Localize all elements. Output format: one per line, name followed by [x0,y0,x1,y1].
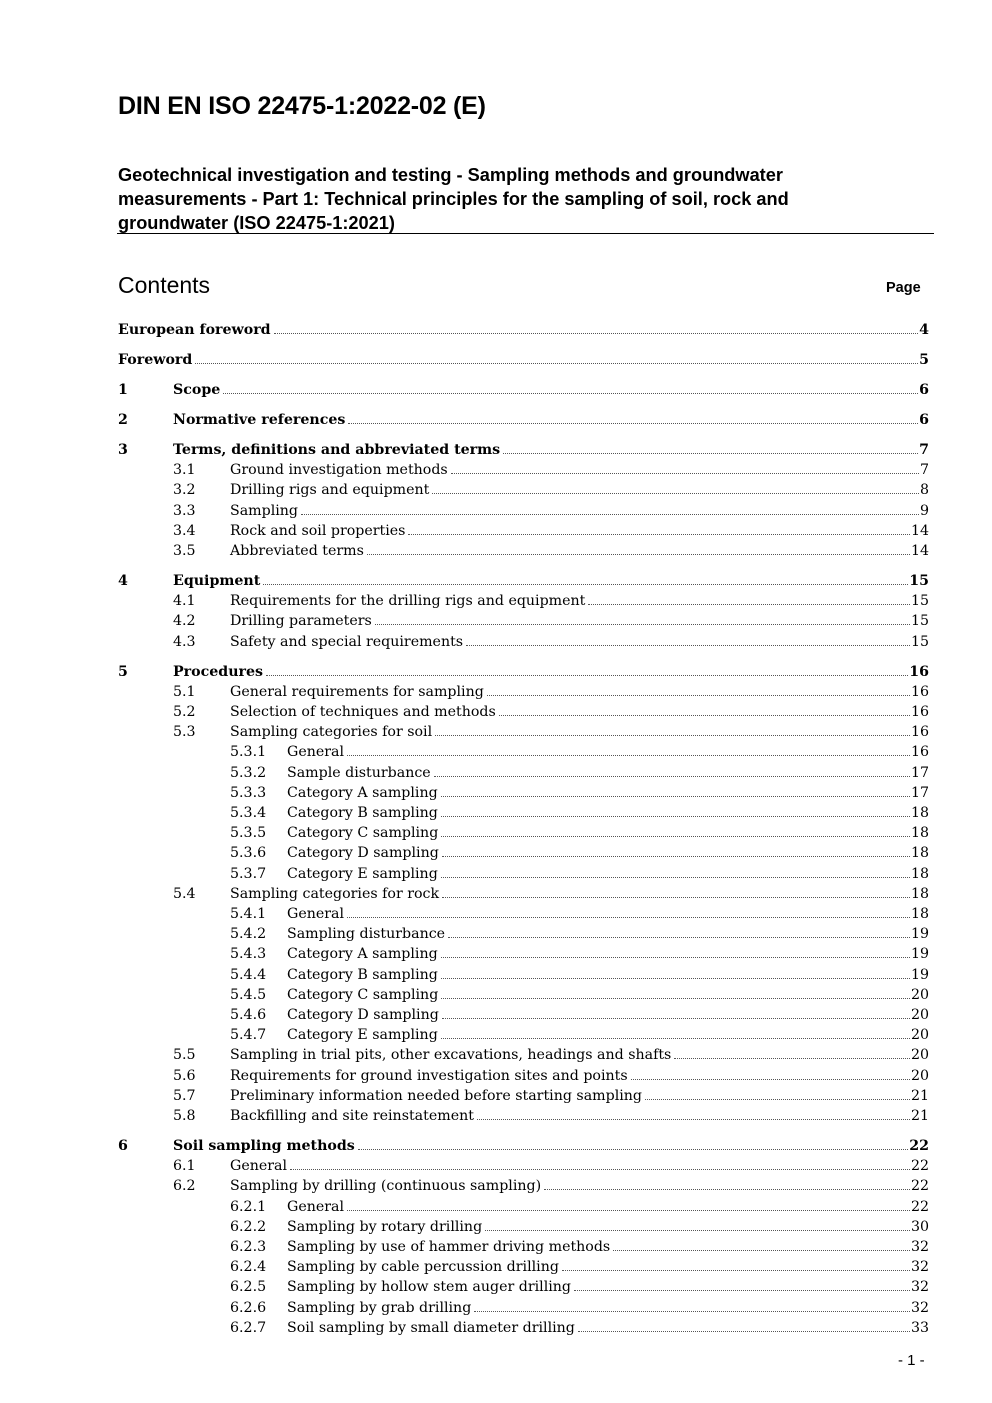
toc-dot-leader [441,956,910,958]
toc-entry-label: General requirements for sampling [230,683,484,700]
toc-entry-page: 22 [910,1178,929,1195]
toc-entry-page: 16 [910,704,929,720]
toc-dot-leader [477,1118,910,1120]
toc-dot-leader [442,1017,910,1019]
toc-entry-number: 3 [118,442,128,458]
toc-entry-page: 18 [910,865,929,882]
toc-entry-label: Sampling disturbance [287,926,446,943]
toc-dot-leader [466,644,910,646]
toc-entry-page: 4 [919,322,929,338]
toc-entry[interactable] [0,1176,992,1196]
toc-entry-number: 3.1 [173,462,196,479]
toc-entry-label: Soil sampling methods [173,1138,355,1154]
toc-entry[interactable] [0,1217,992,1237]
toc-entry[interactable] [0,1257,992,1277]
toc-entry-number: 2 [118,412,128,428]
toc-entry[interactable] [0,410,992,430]
toc-entry-page: 15 [910,593,929,610]
toc-entry-label: Sampling categories for rock [230,885,440,902]
toc-entry-number: 5.4.6 [230,1007,267,1023]
toc-entry-page: 18 [910,825,929,842]
toc-entry-label: Safety and special requirements [230,633,464,650]
toc-entry-label: Sampling by use of hammer driving methods [287,1239,611,1255]
toc-entry[interactable] [0,1005,992,1025]
toc-entry-label: Sampling by drilling (continuous sampling) [230,1178,542,1195]
toc-entry-number: 3.3 [173,502,196,519]
toc-entry-page: 20 [910,1047,929,1064]
toc-entry[interactable] [0,591,992,611]
toc-entry-label: Category A sampling [287,784,438,801]
toc-dot-leader [348,422,918,424]
toc-entry-label: Drilling rigs and equipment [230,482,430,499]
toc-entry-label: Category E sampling [287,865,438,882]
toc-entry-label: Sample disturbance [287,764,431,781]
toc-entry-page: 17 [910,764,929,781]
toc-dot-leader [441,1037,910,1039]
toc-entry-number: 5.7 [173,1087,196,1104]
toc-entry-label: Backfilling and site reinstatement [230,1108,474,1124]
toc-entry-page: 14 [910,543,929,559]
toc-entry-number: 5.4.1 [230,906,267,922]
toc-entry-number: 5.3.3 [230,784,267,801]
toc-entry-page: 22 [910,1158,929,1175]
toc-entry-page: 30 [910,1218,929,1235]
toc-entry-page: 32 [910,1299,929,1316]
toc-dot-leader [266,674,908,676]
toc-entry[interactable] [0,702,992,722]
toc-entry[interactable] [0,722,992,742]
toc-dot-leader [451,472,919,474]
toc-entry[interactable] [0,1318,992,1338]
contents-heading: Contents [118,272,211,298]
toc-entry-number: 1 [118,382,128,398]
toc-entry-number: 5.3.7 [230,865,267,882]
toc-dot-leader [435,734,910,736]
toc-dot-leader [263,583,908,585]
toc-entry-page: 6 [919,382,929,398]
toc-entry-page: 20 [910,1067,929,1084]
toc-dot-leader [358,1148,908,1150]
toc-entry-number: 6 [118,1138,128,1154]
toc-entry-page: 16 [910,724,929,741]
toc-dot-leader [613,1249,910,1251]
toc-entry[interactable] [0,350,992,370]
toc-dot-leader [674,1057,910,1059]
toc-entry-number: 5.4.7 [230,1027,267,1044]
toc-entry[interactable] [0,1066,992,1086]
toc-entry-number: 5.8 [173,1108,196,1124]
toc-dot-leader [544,1188,910,1190]
document-subtitle: Geotechnical investigation and testing - Sampling methods and groundwater measurements - Part 1: Technical principles for the sampling of soil, rock and groundwater (ISO 22475-1:2021) [118,165,789,233]
toc-entry-page: 14 [910,522,929,539]
toc-entry-number: 4 [118,573,128,589]
toc-dot-leader [223,392,918,394]
toc-dot-leader [441,977,910,979]
toc-dot-leader [503,452,918,454]
toc-dot-leader [441,815,910,817]
toc-entry-number: 5.4.3 [230,946,267,963]
toc-entry-number: 6.2.5 [230,1279,267,1296]
toc-entry-label: General [230,1158,288,1175]
toc-entry-label: Terms, definitions and abbreviated terms [173,442,501,458]
toc-dot-leader [347,754,910,756]
toc-dot-leader [408,533,909,535]
toc-entry-number: 5.3.1 [230,744,267,761]
toc-entry-number: 5.4 [173,885,196,902]
toc-entry-number: 6.2.4 [230,1259,267,1276]
toc-entry-page: 15 [910,633,929,650]
toc-entry-label: General [287,1198,345,1215]
toc-entry[interactable] [0,904,992,924]
toc-entry[interactable] [0,1045,992,1065]
toc-dot-leader [441,795,910,797]
toc-entry-number: 4.2 [173,613,196,630]
toc-entry-page: 5 [919,352,929,368]
toc-entry-number: 5.6 [173,1067,196,1084]
toc-entry-page: 9 [919,502,929,519]
toc-entry-label: Equipment [173,573,261,589]
toc-dot-leader [578,1330,910,1332]
toc-entry-label: Category D sampling [287,1007,439,1023]
toc-dot-leader [574,1289,910,1291]
toc-entry-page: 32 [910,1279,929,1296]
page-number: - 1 - [898,1352,925,1369]
toc-entry-page: 20 [910,1007,929,1023]
toc-entry-number: 4.1 [173,593,196,610]
toc-entry[interactable] [0,1237,992,1257]
toc-entry-label: Soil sampling by small diameter drilling [287,1319,575,1336]
page-column-heading: Page [886,280,921,296]
toc-entry-number: 3.4 [173,522,196,539]
toc-entry-label: Sampling by rotary drilling [287,1218,483,1235]
toc-dot-leader [499,714,910,716]
toc-entry-number: 6.2.2 [230,1218,267,1235]
toc-entry-label: Category C sampling [287,986,439,1003]
toc-entry[interactable] [0,682,992,702]
toc-entry[interactable] [0,662,992,682]
toc-entry-page: 33 [910,1319,929,1336]
toc-entry[interactable] [0,480,992,500]
toc-entry-page: 7 [919,462,929,479]
toc-entry-label: Category B sampling [287,966,438,983]
toc-entry[interactable] [0,924,992,944]
toc-entry-page: 21 [910,1087,929,1104]
toc-entry-number: 3.5 [173,543,196,559]
toc-entry[interactable] [0,944,992,964]
toc-entry[interactable] [0,1025,992,1045]
toc-entry-page: 7 [919,442,929,458]
toc-entry-label: General [287,744,345,761]
toc-entry-number: 5.5 [173,1047,196,1064]
toc-dot-leader [274,332,919,334]
toc-entry-label: Preliminary information needed before starting sampling [230,1087,642,1104]
toc-dot-leader [434,775,910,777]
toc-entry[interactable] [0,1156,992,1176]
toc-entry-page: 15 [909,573,929,589]
toc-entry[interactable] [0,1106,992,1126]
toc-entry-page: 18 [910,906,929,922]
toc-dot-leader [474,1310,910,1312]
toc-entry[interactable] [0,1298,992,1318]
toc-entry-number: 5.4.2 [230,926,267,943]
toc-entry-label: Abbreviated terms [230,543,364,559]
toc-entry-label: Drilling parameters [230,613,372,630]
toc-entry-label: Category C sampling [287,825,439,842]
toc-entry-number: 5.4.4 [230,966,267,983]
document-id-title: DIN EN ISO 22475-1:2022-02 (E) [118,92,486,120]
toc-entry-label: Category B sampling [287,805,438,821]
toc-entry-number: 6.2.7 [230,1319,267,1336]
toc-dot-leader [562,1269,910,1271]
toc-entry-label: Requirements for ground investigation sites and points [230,1067,628,1084]
toc-entry-label: Sampling [230,502,299,519]
toc-entry[interactable] [0,632,992,652]
toc-entry-label: Selection of techniques and methods [230,704,496,720]
toc-entry-label: General [287,906,345,922]
toc-entry[interactable] [0,884,992,904]
toc-entry-number: 6.2.1 [230,1198,267,1215]
toc-entry[interactable] [0,521,992,541]
toc-entry-page: 32 [910,1239,929,1255]
toc-entry-label: Sampling by hollow stem auger drilling [287,1279,572,1296]
toc-entry-label: Category A sampling [287,946,438,963]
toc-entry-label: Requirements for the drilling rigs and equipment [230,593,586,610]
toc-entry-number: 5.3.4 [230,805,267,821]
toc-entry[interactable] [0,380,992,400]
toc-entry-label: Ground investigation methods [230,462,448,479]
toc-entry-page: 19 [910,966,929,983]
toc-entry-label: Category E sampling [287,1027,438,1044]
toc-entry-page: 21 [910,1108,929,1124]
toc-dot-leader [485,1229,910,1231]
toc-entry-number: 5.3.6 [230,845,267,862]
toc-entry-number: 3.2 [173,482,196,499]
toc-dot-leader [195,362,918,364]
toc-entry-number: 6.1 [173,1158,196,1175]
toc-entry[interactable] [0,1197,992,1217]
toc-entry-number: 4.3 [173,633,196,650]
toc-dot-leader [375,623,910,625]
toc-entry[interactable] [0,1086,992,1106]
toc-entry-label: Category D sampling [287,845,439,862]
toc-dot-leader [487,694,910,696]
toc-dot-leader [441,997,910,999]
toc-entry-page: 20 [910,1027,929,1044]
toc-dot-leader [432,492,919,494]
toc-dot-leader [441,835,910,837]
toc-dot-leader [301,513,919,515]
toc-entry-page: 6 [919,412,929,428]
toc-entry-number: 6.2 [173,1178,196,1195]
toc-entry[interactable] [0,320,992,340]
toc-entry-page: 8 [919,482,929,499]
toc-dot-leader [290,1168,910,1170]
toc-entry-page: 18 [910,805,929,821]
toc-entry-page: 22 [909,1138,929,1154]
toc-entry-label: Sampling by grab drilling [287,1299,472,1316]
toc-entry[interactable] [0,541,992,561]
toc-entry-page: 19 [910,946,929,963]
toc-entry[interactable] [0,985,992,1005]
toc-dot-leader [631,1078,910,1080]
toc-entry-number: 5.3.2 [230,764,267,781]
toc-dot-leader [588,603,910,605]
toc-entry-page: 16 [910,683,929,700]
toc-entry[interactable] [0,783,992,803]
toc-entry-label: Procedures [173,663,263,680]
toc-dot-leader [441,876,910,878]
toc-entry[interactable] [0,571,992,591]
toc-entry[interactable] [0,440,992,460]
toc-dot-leader [442,896,910,898]
toc-entry-number: 6.2.6 [230,1299,267,1316]
toc-entry-page: 20 [910,986,929,1003]
toc-entry-label: Normative references [173,412,346,428]
toc-entry-page: 18 [910,885,929,902]
toc-entry-label: Sampling by cable percussion drilling [287,1259,559,1276]
toc-entry-label: Sampling categories for soil [230,724,433,741]
toc-entry-number: 6.2.3 [230,1239,267,1255]
toc-entry[interactable] [0,1136,992,1156]
toc-entry[interactable] [0,501,992,521]
toc-entry-page: 17 [910,784,929,801]
toc-entry[interactable] [0,965,992,985]
toc-entry-page: 15 [910,613,929,630]
toc-entry-number: 5.2 [173,704,196,720]
toc-entry[interactable] [0,763,992,783]
toc-entry[interactable] [0,611,992,631]
toc-entry[interactable] [0,823,992,843]
toc-dot-leader [645,1098,910,1100]
toc-entry-page: 22 [910,1198,929,1215]
toc-entry[interactable] [0,843,992,863]
toc-entry-page: 19 [910,926,929,943]
toc-entry[interactable] [0,1277,992,1297]
toc-entry-label: European foreword [118,322,271,338]
toc-dot-leader [367,553,910,555]
toc-entry[interactable] [0,742,992,762]
toc-entry-number: 5.1 [173,683,196,700]
toc-entry-number: 5.3 [173,724,196,741]
toc-entry[interactable] [0,460,992,480]
toc-entry-number: 5.3.5 [230,825,267,842]
toc-entry-label: Scope [173,382,221,398]
toc-entry-label: Sampling in trial pits, other excavations, headings and shafts [230,1047,672,1064]
toc-dot-leader [347,1209,910,1211]
toc-entry-number: 5 [118,663,128,680]
toc-entry-page: 18 [910,845,929,862]
toc-entry-page: 16 [909,663,929,680]
toc-entry[interactable] [0,864,992,884]
toc-entry-page: 16 [910,744,929,761]
toc-entry[interactable] [0,803,992,823]
toc-dot-leader [448,936,910,938]
toc-entry-label: Foreword [118,352,193,368]
toc-dot-leader [347,916,910,918]
toc-entry-label: Rock and soil properties [230,522,406,539]
toc-entry-number: 5.4.5 [230,986,267,1003]
toc-dot-leader [442,855,910,857]
toc-entry-page: 32 [910,1259,929,1276]
